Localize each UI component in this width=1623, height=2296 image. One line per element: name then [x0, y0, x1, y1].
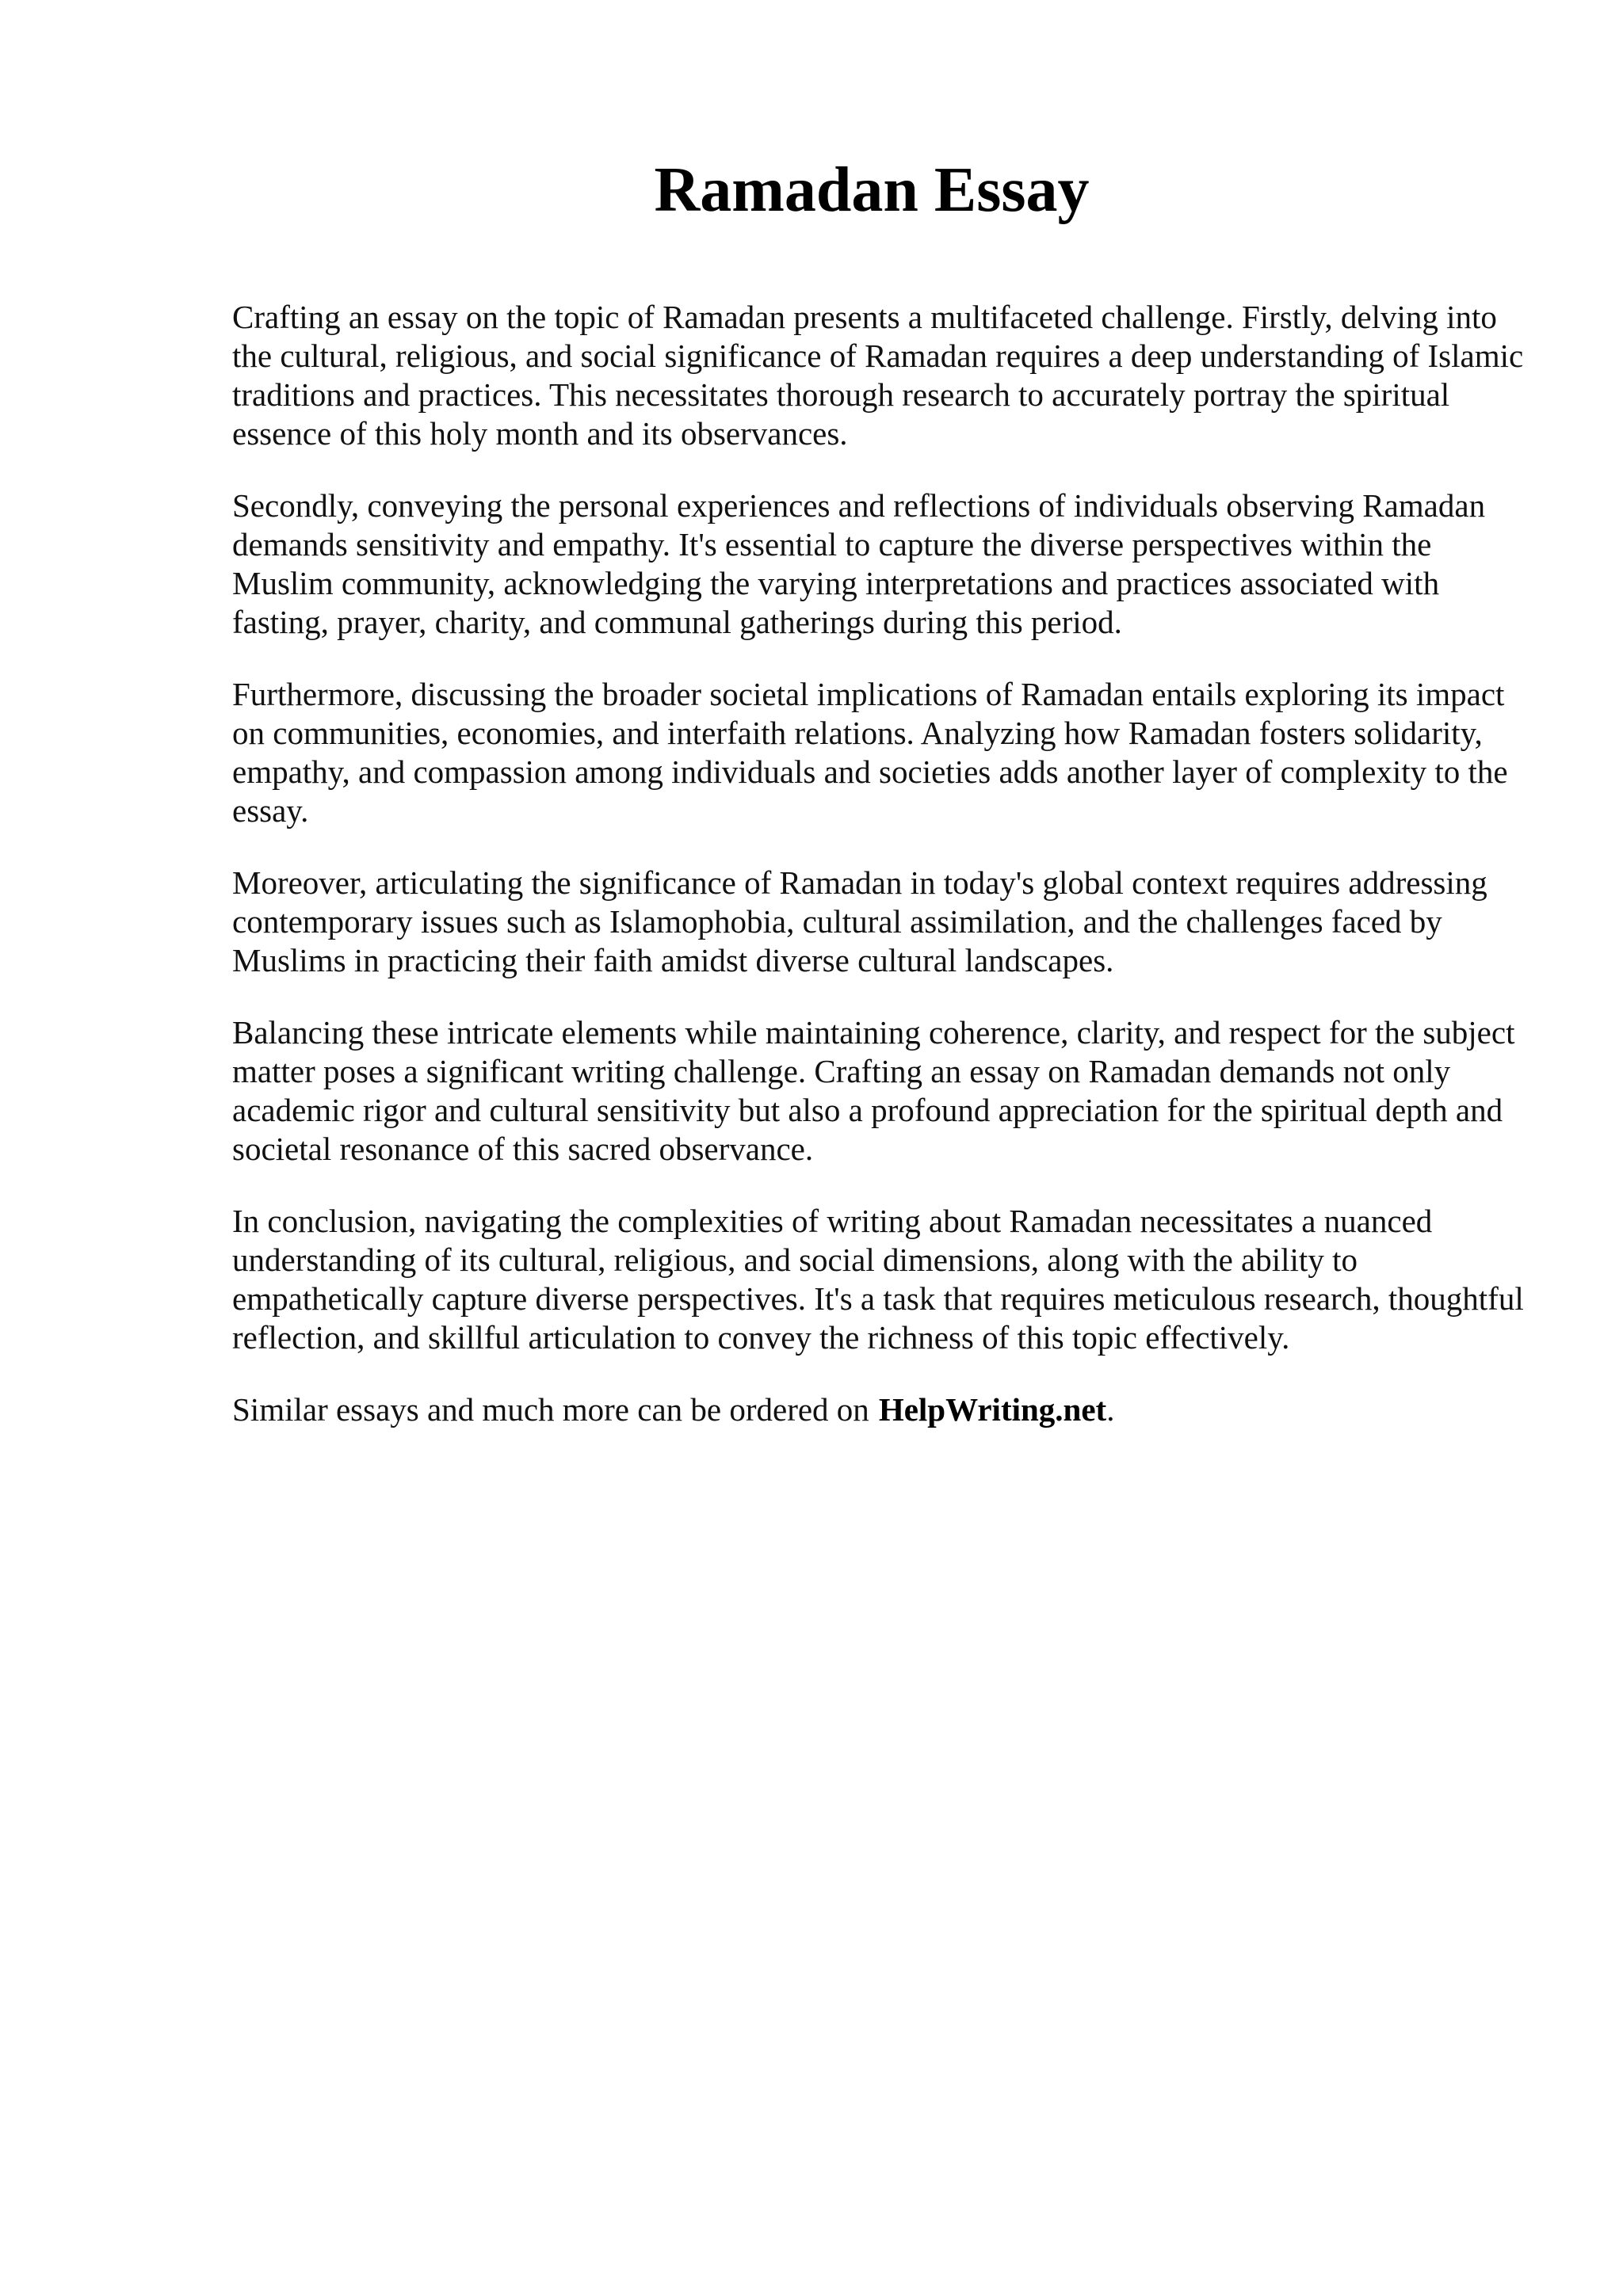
- closing-period: .: [1106, 1391, 1115, 1428]
- closing-text: Similar essays and much more can be ordered on: [232, 1391, 869, 1428]
- essay-body: [232, 298, 1532, 1463]
- paragraph-5: Balancing these intricate elements while maintaining coherence, clarity, and respect for the subject matter poses a significant writing challenge. Crafting an essay on Ramadan demands not only academic rigor and cultural sensitivity but also a profound appreciation for the spiritual depth and societal resonance of this sacred observance.: [232, 1014, 1515, 1167]
- paragraph-3: Furthermore, discussing the broader societal implications of Ramadan entails exploring its impact on communities, economies, and interfaith relations. Analyzing how Ramadan fosters solidarity, empathy, and compassion among individuals and societies adds another layer of complexity to the essay.: [232, 676, 1508, 829]
- paragraph-1: Crafting an essay on the topic of Ramadan presents a multifaceted challenge. Firstly, delving into the cultural, religious, and social significance of Ramadan requires a deep understanding of Islamic traditions and practices. This necessitates thorough research to accurately portray the spiritual essence of this holy month and its observances.: [232, 299, 1524, 452]
- paragraph-4: Moreover, articulating the significance of Ramadan in today's global context requires addressing contemporary issues such as Islamophobia, cultural assimilation, and the challenges faced by Muslims in practicing their faith amidst diverse cultural landscapes.: [232, 864, 1487, 978]
- closing-line: [232, 1390, 1532, 1429]
- paragraph-6: In conclusion, navigating the complexities of writing about Ramadan necessitates a nuanced understanding of its cultural, religious, and social dimensions, along with the ability to empathetically capture diverse perspectives. It's a task that requires meticulous research, thoughtful reflection, and skillful articulation to convey the richness of this topic effectively.: [232, 1203, 1524, 1356]
- brand-link[interactable]: HelpWriting.net: [878, 1391, 1107, 1428]
- page-title: Ramadan Essay: [654, 155, 1090, 225]
- paragraph-2: Secondly, conveying the personal experiences and reflections of individuals observing Ramadan demands sensitivity and empathy. It's essential to capture the diverse perspectives within the Muslim community, acknowledging the varying interpretations and practices associated with fasting, prayer, charity, and communal gatherings during this period.: [232, 487, 1486, 640]
